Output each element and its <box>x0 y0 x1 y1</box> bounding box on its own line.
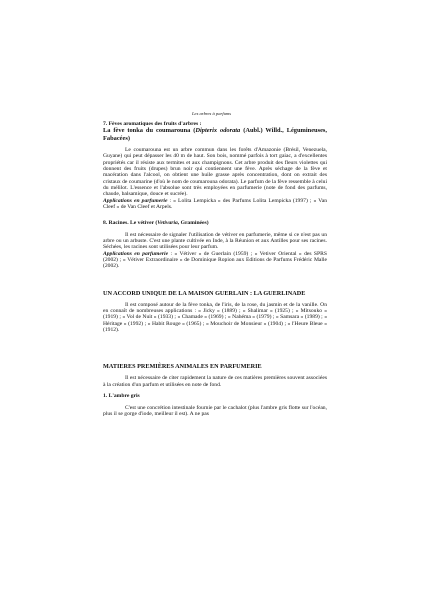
guerlain-heading: UN ACCORD UNIQUE DE LA MAISON GUERLAIN : LA GUERLINADE <box>103 289 306 297</box>
section-7 <box>103 121 327 210</box>
animal-materials-section <box>103 363 327 417</box>
applications-label: Applications en parfumerie <box>103 250 169 257</box>
guerlain-paragraph: Il est composé autour de la fève tonka, de l'iris, de la rose, du jasmin et de la vanille. On en connaît de nombreuses applications : « Jicky » (1889) ; « Shalimar » (1925) ; « Mitsouko » (1919) ; « Vol de Nuit » (1933) ; « Chamade » (1969) ; « Nahéma » (1979) ; « Samsara » (1989) ; « Héritage » (1992) ; « Habit Rouge » (1965) ; « Mouchoir de Monsieur » (1904) ; « l'Heure Bleue » (1912). <box>103 301 327 334</box>
ambergris-heading: 1. L'ambre gris <box>103 393 140 400</box>
page-body <box>103 121 327 417</box>
guerlain-section <box>103 290 327 334</box>
section-7-heading: 7. Fèves aromatiques des fruits d'arbres : <box>103 121 202 127</box>
running-head: Les arbres à parfums <box>191 111 231 116</box>
applications-label: Applications en parfumerie <box>103 197 168 204</box>
animal-materials-paragraph: Il est nécessaire de citer rapidement la nature de ces matières premières souvent associées à la création d'un parfum et utilisées en note de fond. <box>103 375 327 388</box>
tonka-applications: Applications en parfumerie : « Lolita Lempicka » des Parfums Lolita Lempicka (1997) ; « Van Cleef » de Van Cleef et Arpels. <box>103 197 327 210</box>
vetiver-latin-name: Vetivaria <box>157 220 178 227</box>
vetiver-applications: Applications en parfumerie : « Vétiver » de Guerlain (1959) ; « Vetiver Oriental » des SPRS (2002) ; « Vétiver Extraordinaire » de Dominique Ropion aux Editions de Parfums Frédéric Malle (2002). <box>103 250 327 270</box>
vetiver-paragraph: Il est nécessaire de signaler l'utilisation de vétiver en parfumerie, même si ce n'est pas un arbre ou un arbuste. C'est une plante cultivée en Inde, à la Réunion et aux Antilles pour ses racines. Séchées, les racines sont utilisées pour leur parfum. <box>103 231 327 251</box>
section-8-heading: 8. Racines. Le vétiver (Vetivaria, Graminées) <box>103 220 209 227</box>
tonka-latin-name: Dipterix odorata <box>195 127 241 135</box>
animal-materials-heading: MATIERES PREMIÈRES ANIMALES EN PARFUMERIE <box>103 363 262 371</box>
ambergris-paragraph: C'est une concrétion intestinale fournie par le cachalot (plus l'ambre gris flotte sur l'océan, plus il se gorge d'iode, meilleur il est). A ne pas <box>103 404 327 417</box>
tonka-paragraph: Le coumarouna est un arbre commun dans les forêts d'Amazonie (Brésil, Venezuela, Guyane) qui peut dépasser les 40 m de haut. Son bois, nommé parfois à tort gaiac, a d'excellentes propriétés car il résiste aux termites et aux champignons. Cet arbre produit des fleurs violettes qui donnent des fruits (drupes) brun noir qui contiennent une fève. Après séchage de la fève et macération dans l'alcool, on obtient une huile grasse après concentration, dont on extrait des cristaux de coumarine (d'où le nom de coumarouna odorata). Le parfum de la fève ressemble à celui du mélilot. L'essence et l'absolue sont très employées en parfumerie (note de fond des parfums, chaude, balsamique, douce et sucrée). <box>103 146 327 198</box>
tonka-subtitle: La fève tonka du coumarouna (Dipterix odorata (Aubl.) Willd., Légumineuses, Fabacées) <box>103 127 328 142</box>
section-8 <box>103 220 327 269</box>
